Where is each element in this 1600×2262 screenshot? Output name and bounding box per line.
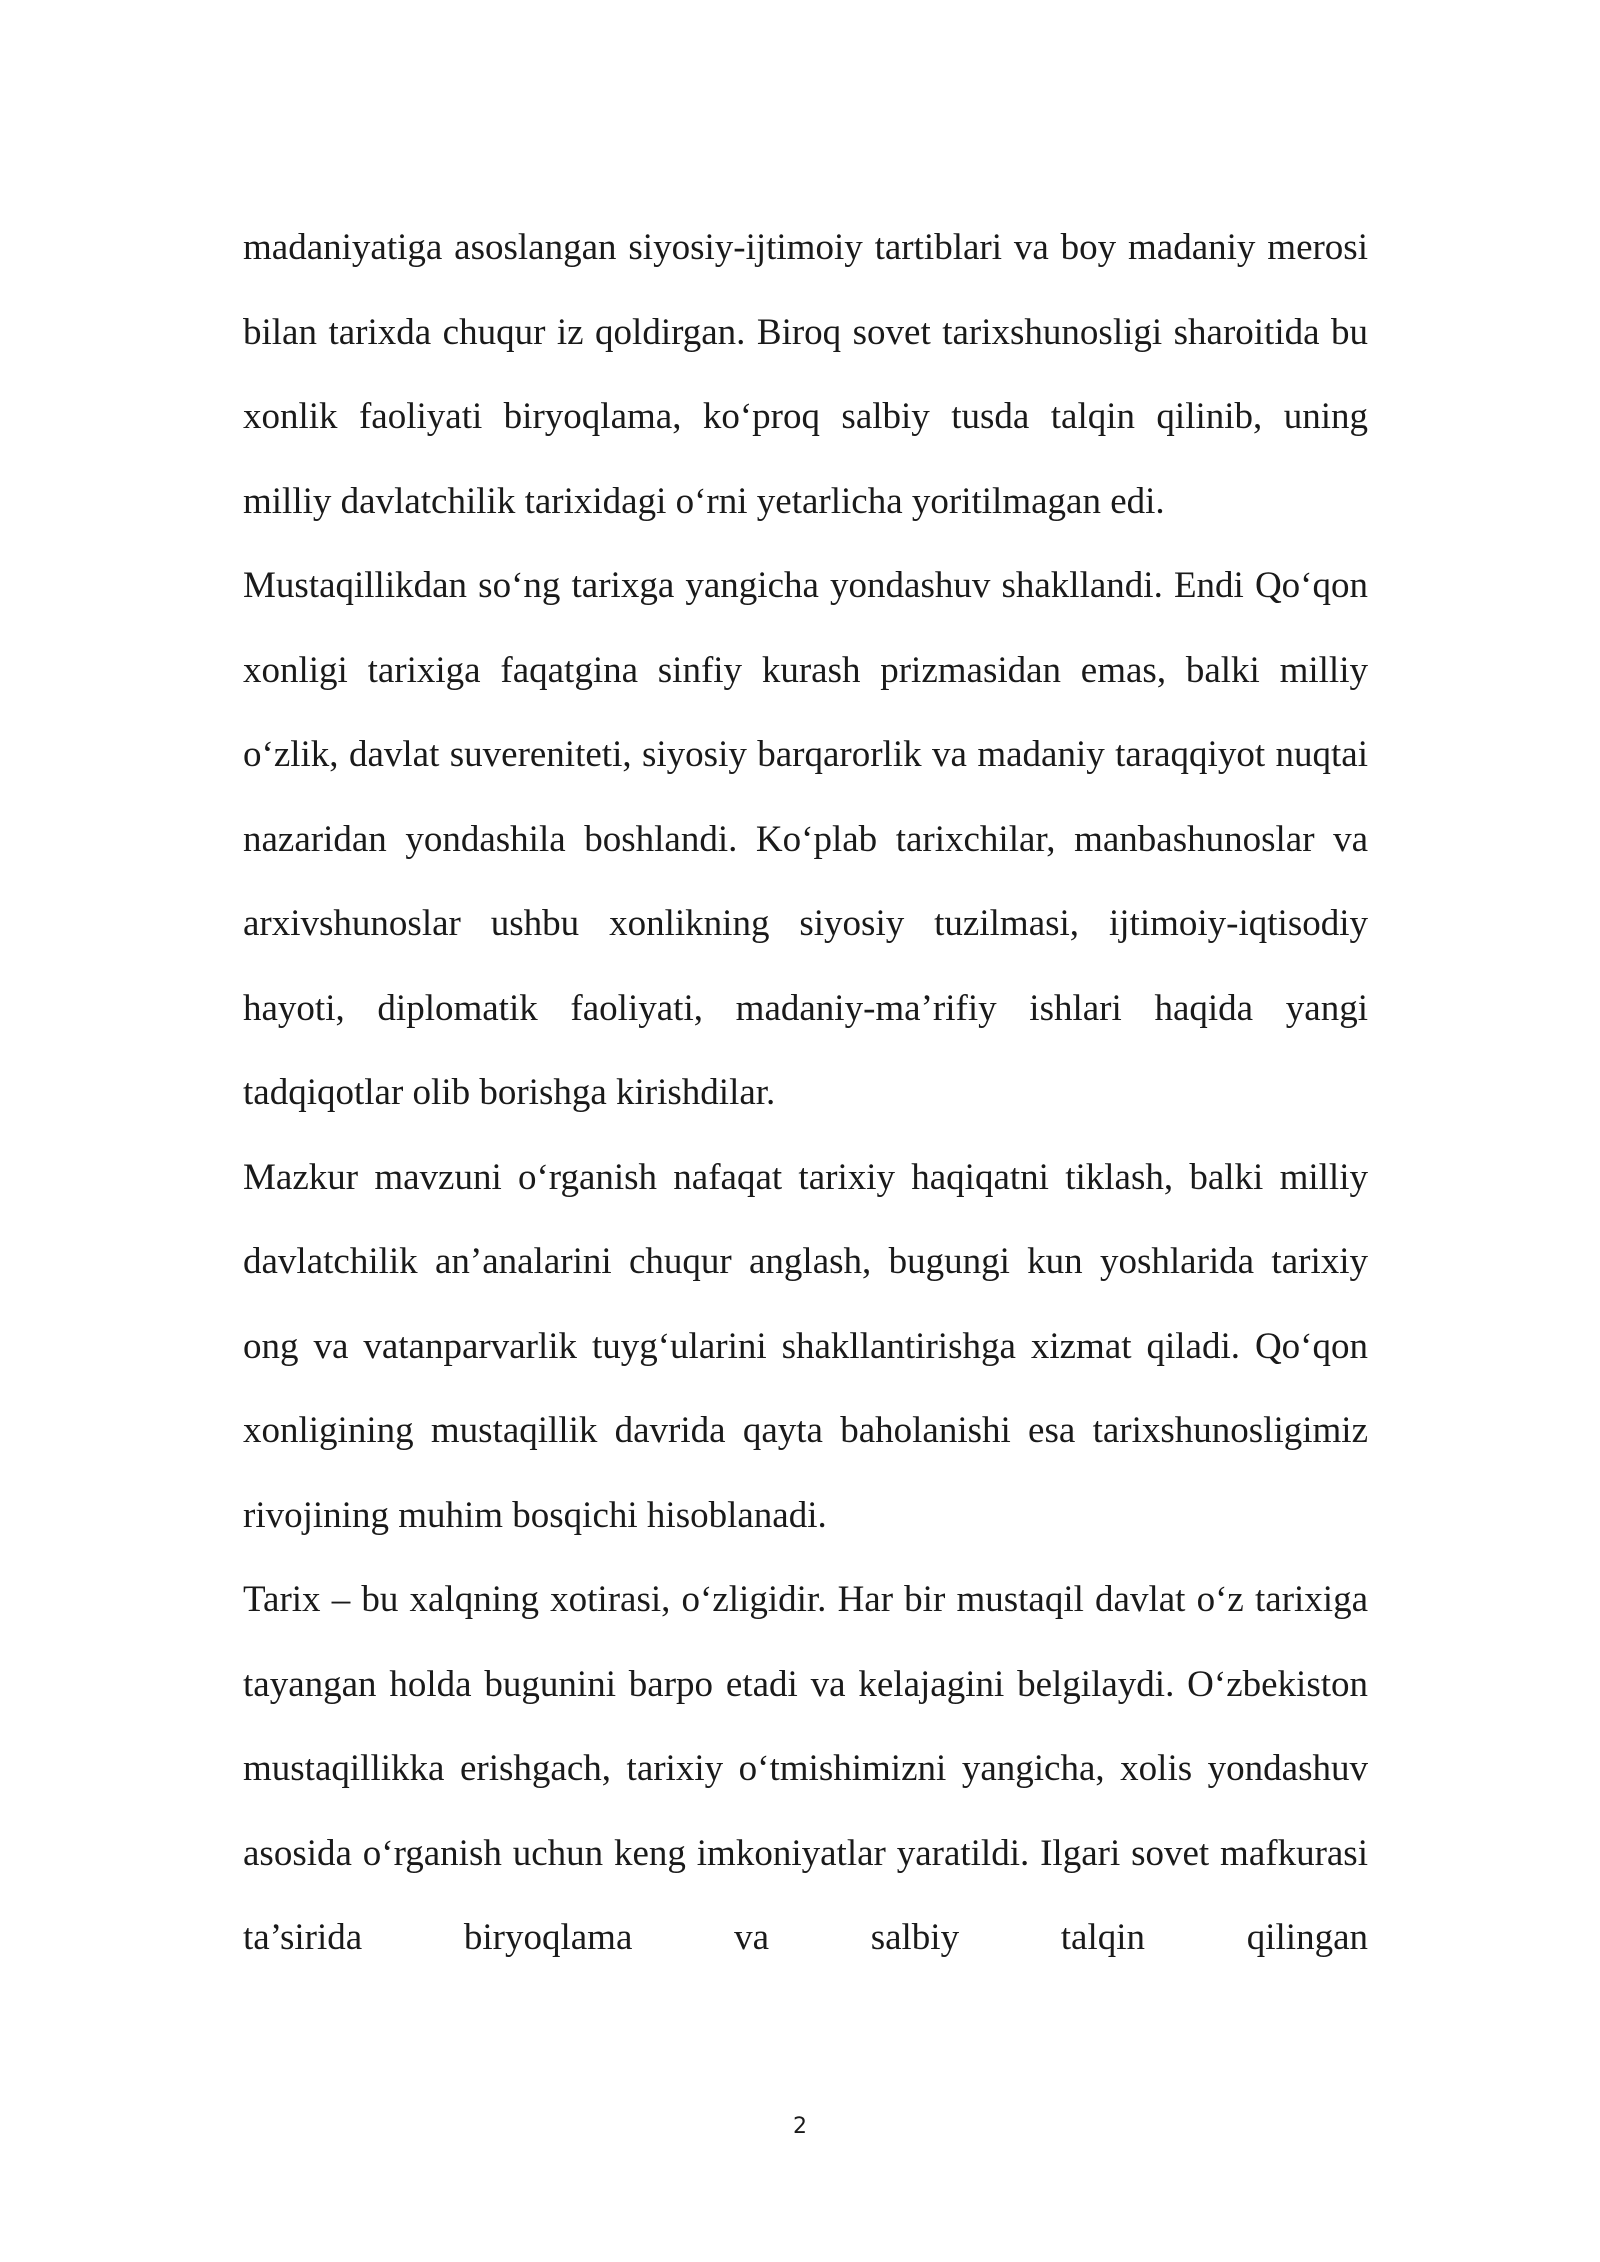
page-number: 2: [793, 2114, 807, 2139]
paragraph-1: madaniyatiga asoslangan siyosiy-ijtimoiy tartiblari va boy madaniy merosi bilan tarixda chuqur iz qoldirgan. Biroq sovet tarixshunosligi sharoitida bu xonlik faoliyati biryoqlama, ko‘proq salbiy tusda talqin qilinib, uning milliy davlatchilik tarixidagi o‘rni yetarlicha yoritilmagan edi.: [243, 227, 1368, 522]
paragraph-2: Mustaqillikdan so‘ng tarixga yangicha yondashuv shakllandi. Endi Qo‘qon xonligi tarixiga faqatgina sinfiy kurash prizmasidan emas, balki milliy o‘zlik, davlat suvereniteti, siyosiy barqarorlik va madaniy taraqqiyot nuqtai nazaridan yondashila boshlandi. Ko‘plab tarixchilar, manbashunoslar va arxivshunoslar ushbu xonlikning siyosiy tuzilmasi, ijtimoiy-iqtisodiy hayoti, diplomatik faoliyati, madaniy-ma’rifiy ishlari haqida yangi tadqiqotlar olib borishga kirishdilar.: [243, 565, 1368, 1113]
paragraph-4: Tarix – bu xalqning xotirasi, o‘zligidir. Har bir mustaqil davlat o‘z tarixiga tayangan holda bugunini barpo etadi va kelajagini belgilaydi. O‘zbekiston mustaqillikka erishgach, tarixiy o‘tmishimizni yangicha, xolis yondashuv asosida o‘rganish uchun keng imkoniyatlar yaratildi. Ilgari sovet mafkurasi ta’sirida biryoqlama va salbiy talqin qilingan: [243, 1579, 1368, 1958]
body-text: [243, 206, 1368, 1981]
paragraph-3: Mazkur mavzuni o‘rganish nafaqat tarixiy haqiqatni tiklash, balki milliy davlatchilik an’analarini chuqur anglash, bugungi kun yoshlarida tarixiy ong va vatanparvarlik tuyg‘ularini shakllantirishga xizmat qiladi. Qo‘qon xonligining mustaqillik davrida qayta baholanishi esa tarixshunosligimiz rivojining muhim bosqichi hisoblanadi.: [243, 1156, 1368, 1536]
